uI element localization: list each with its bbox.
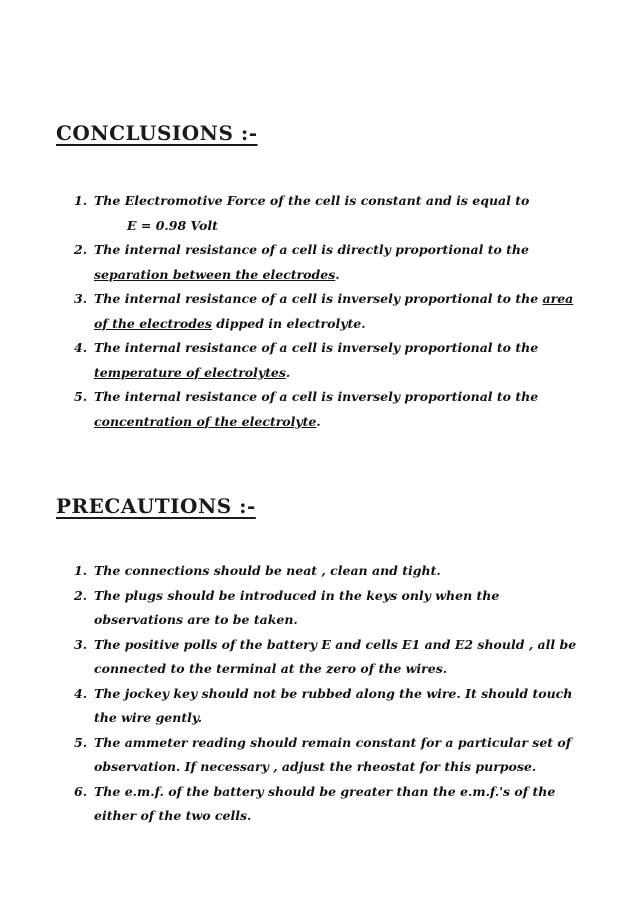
item-text: The connections should be neat , clean and tight. (94, 563, 441, 578)
item-text: The internal resistance of a cell is inversely proportional to the (94, 291, 543, 306)
item-text: The plugs should be introduced in the keys only when the observations are to be taken. (94, 587, 500, 627)
list-item (74, 287, 584, 336)
item-number: 2. (74, 587, 88, 603)
item-text: The internal resistance of a cell is directly proportional to the (94, 242, 529, 257)
item-number: 1. (74, 563, 88, 578)
list-item (74, 336, 584, 385)
list-item (74, 238, 584, 287)
item-text-end: . (285, 364, 291, 380)
precautions-heading: PRECAUTIONS :- (56, 494, 256, 518)
emf-formula: E = 0.98 Volt (127, 217, 218, 233)
item-number: 2. (74, 242, 88, 257)
list-item (74, 731, 584, 780)
item-number: 3. (74, 291, 88, 306)
item-text-end: dipped in electrolyte. (211, 315, 366, 331)
item-text-end: . (316, 413, 321, 429)
item-number: 5. (74, 734, 88, 750)
underlined-text: concentration of the electrolyte (94, 413, 317, 429)
conclusions-heading: CONCLUSIONS :- (56, 121, 258, 145)
item-text: The internal resistance of a cell is inversely proportional to the (94, 340, 539, 355)
item-number: 5. (74, 389, 88, 404)
list-item (74, 633, 584, 682)
item-text: The ammeter reading should remain constant for a particular set of observation. If necessary , adjust the rheostat for this purpose. (94, 734, 572, 774)
underlined-text: area of the electrodes (94, 291, 574, 331)
item-text-end: . (335, 266, 340, 282)
list-item (74, 682, 584, 731)
precautions-list (74, 559, 584, 829)
item-text: The jockey key should not be rubbed along the wire. It should touch the wire gently. (94, 685, 573, 725)
list-item (74, 780, 584, 829)
underlined-text: temperature of electrolytes (94, 364, 286, 380)
item-number: 3. (74, 636, 88, 652)
item-text: The e.m.f. of the battery should be greater than the e.m.f.'s of the either of the two cells. (94, 783, 556, 823)
conclusions-list (74, 189, 584, 434)
item-text: The internal resistance of a cell is inversely proportional to the (94, 389, 539, 404)
item-number: 1. (74, 193, 88, 208)
underlined-text: separation between the electrodes (94, 266, 336, 282)
list-item (74, 189, 584, 238)
list-item (74, 385, 584, 434)
list-item (74, 559, 584, 584)
item-text: The positive polls of the battery E and cells E1 and E2 should , all be connected to the terminal at the zero of the wires. (94, 636, 577, 676)
item-number: 4. (74, 340, 88, 355)
item-text: The Electromotive Force of the cell is constant and is equal to (94, 193, 530, 208)
item-number: 6. (74, 783, 88, 799)
list-item (74, 584, 584, 633)
item-number: 4. (74, 685, 88, 701)
